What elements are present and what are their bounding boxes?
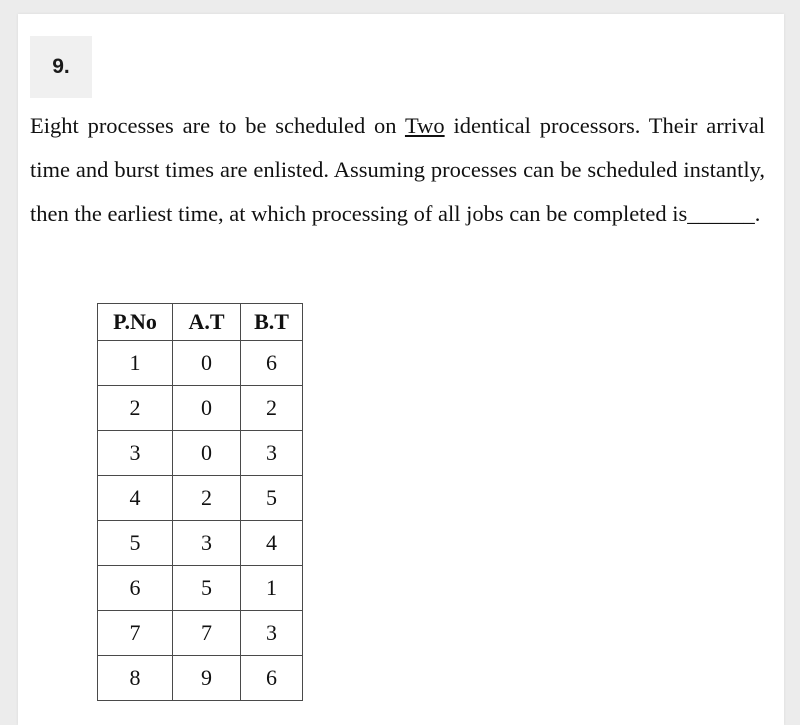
cell-process-number: 5	[98, 521, 173, 566]
cell-process-number: 2	[98, 386, 173, 431]
cell-arrival-time: 2	[173, 476, 241, 521]
cell-process-number: 8	[98, 656, 173, 701]
header-burst-time: B.T	[241, 304, 303, 341]
question-text-part2: identical processors. Their arrival time and burst times are enlisted. Assuming processes can be scheduled instantly, then the earliest time, at which processing of all jobs can be completed is______.	[30, 113, 765, 226]
cell-arrival-time: 0	[173, 431, 241, 476]
question-text-part1: Eight processes are to be scheduled on	[30, 113, 405, 138]
cell-process-number: 6	[98, 566, 173, 611]
question-number-badge	[30, 36, 92, 98]
cell-burst-time: 1	[241, 566, 303, 611]
table-row	[98, 521, 303, 566]
table-row	[98, 476, 303, 521]
table-row	[98, 611, 303, 656]
cell-process-number: 4	[98, 476, 173, 521]
cell-arrival-time: 3	[173, 521, 241, 566]
table-row	[98, 386, 303, 431]
cell-process-number: 3	[98, 431, 173, 476]
cell-process-number: 1	[98, 341, 173, 386]
cell-arrival-time: 0	[173, 386, 241, 431]
cell-burst-time: 6	[241, 341, 303, 386]
cell-arrival-time: 0	[173, 341, 241, 386]
table-header-row	[98, 304, 303, 341]
cell-arrival-time: 7	[173, 611, 241, 656]
cell-burst-time: 2	[241, 386, 303, 431]
cell-process-number: 7	[98, 611, 173, 656]
cell-burst-time: 4	[241, 521, 303, 566]
header-process-number: P.No	[98, 304, 173, 341]
table-row	[98, 656, 303, 701]
table-row	[98, 341, 303, 386]
table-row	[98, 431, 303, 476]
cell-arrival-time: 5	[173, 566, 241, 611]
question-card	[18, 14, 784, 725]
table-row	[98, 566, 303, 611]
cell-burst-time: 6	[241, 656, 303, 701]
question-text-underlined: Two	[404, 113, 445, 138]
cell-burst-time: 5	[241, 476, 303, 521]
process-table	[97, 303, 303, 701]
question-number: 9.	[52, 55, 70, 78]
cell-burst-time: 3	[241, 611, 303, 656]
header-arrival-time: A.T	[173, 304, 241, 341]
cell-arrival-time: 9	[173, 656, 241, 701]
question-text	[30, 104, 765, 236]
cell-burst-time: 3	[241, 431, 303, 476]
